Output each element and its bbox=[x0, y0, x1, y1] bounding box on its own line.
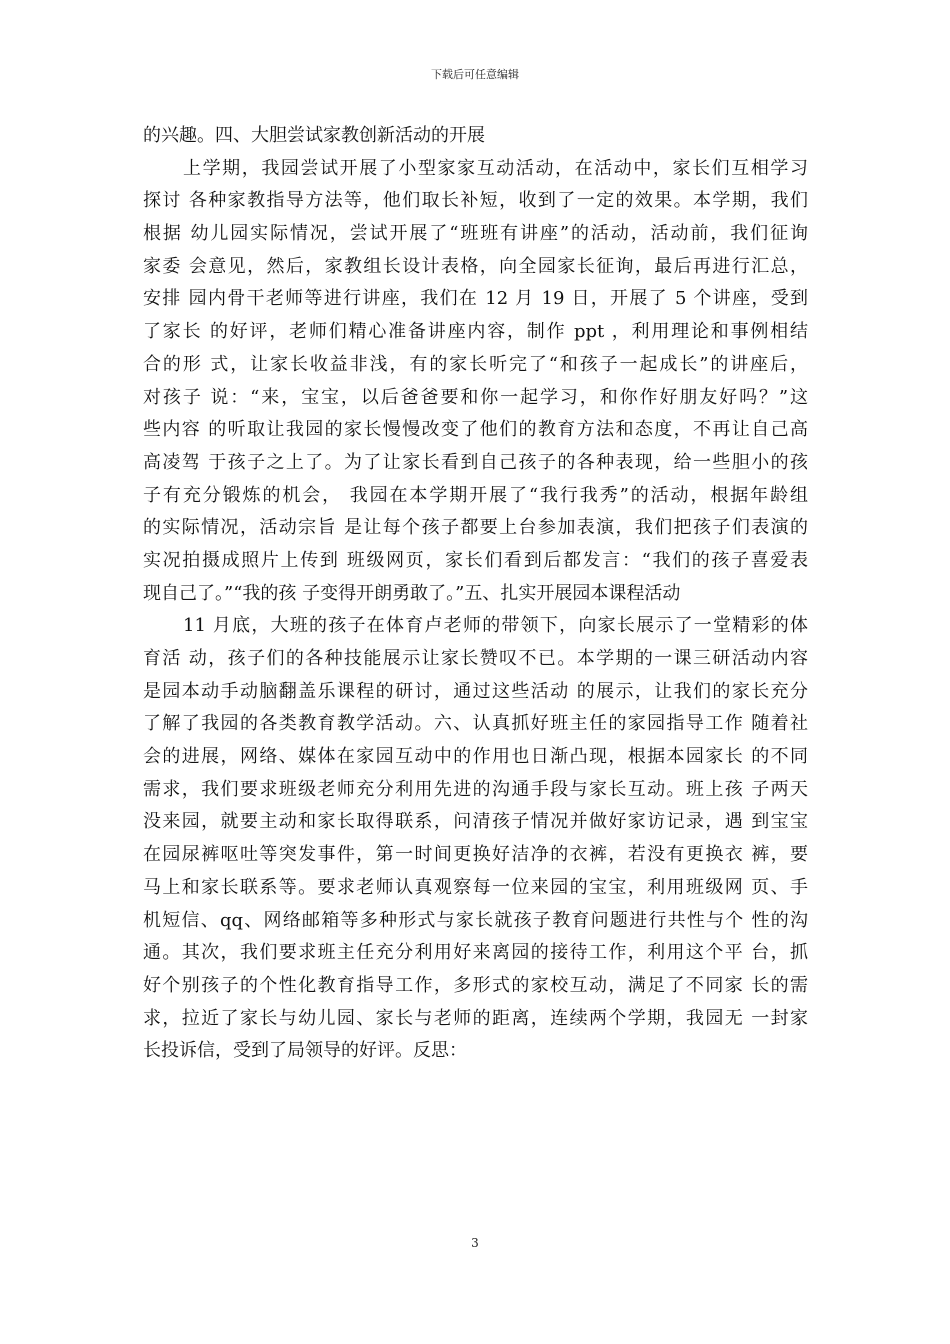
text-line: 在园尿裤呕吐等突发事件，第一时间更换好洁净的衣裤，若没有更换衣 裤，要 bbox=[143, 844, 808, 866]
text-line: 机短信、qq、网络邮箱等多种形式与家长就孩子教育问题进行共性与个 性的沟 bbox=[143, 909, 808, 931]
text-line: 马上和家长联系等。要求老师认真观察每一位来园的宝宝，利用班级网 页、手 bbox=[143, 876, 808, 898]
text-line: 实况拍摄成照片上传到 班级网页，家长们看到后都发言：“我们的孩子喜爱表 bbox=[143, 549, 808, 571]
text-line: 现自己了。”“我的孩 子变得开朗勇敢了。”五、扎实开展园本课程活动 bbox=[143, 582, 681, 604]
text-line: 11 月底，大班的孩子在体育卢老师的带领下，向家长展示了一堂精彩的体 bbox=[183, 615, 808, 637]
text-line: 会的进展，网络、媒体在家园互动中的作用也日渐凸现，根据本园家长 的不同 bbox=[143, 746, 808, 768]
text-line: 长投诉信，受到了局领导的好评。反思： bbox=[143, 1040, 467, 1062]
page-number: 3 bbox=[471, 1236, 479, 1250]
body-text bbox=[143, 120, 808, 1068]
text-line: 了家长 的好评，老师们精心准备讲座内容，制作 ppt ，利用理论和事例相结 bbox=[143, 321, 808, 343]
text-line: 根据 幼儿园实际情况，尝试开展了“班班有讲座”的活动，活动前，我们征询 bbox=[143, 223, 808, 245]
text-line: 探讨 各种家教指导方法等，他们取长补短，收到了一定的效果。本学期，我们 bbox=[143, 190, 808, 212]
text-line: 没来园，就要主动和家长取得联系，问清孩子情况并做好家访记录，遇 到宝宝 bbox=[143, 811, 808, 833]
text-line: 了解了我园的各类教育教学活动。六、认真抓好班主任的家园指导工作 随着社 bbox=[143, 713, 808, 735]
page-header: 下载后可任意编辑 bbox=[431, 68, 519, 81]
text-line: 是园本动手动脑翻盖乐课程的研讨，通过这些活动 的展示，让我们的家长充分 bbox=[143, 680, 808, 702]
text-line: 通。其次，我们要求班主任充分利用好来离园的接待工作，利用这个平 台，抓 bbox=[143, 942, 808, 964]
text-line: 家委 会意见，然后，家教组长设计表格，向全园家长征询，最后再进行汇总， bbox=[143, 255, 808, 277]
text-line: 上学期，我园尝试开展了小型家家互动活动，在活动中，家长们互相学习 bbox=[183, 157, 808, 179]
text-line: 需求，我们要求班级老师充分利用先进的沟通手段与家长互动。班上孩 子两天 bbox=[143, 778, 808, 800]
text-line: 的兴趣。四、大胆尝试家教创新活动的开展 bbox=[143, 125, 485, 146]
text-line: 合的形 式，让家长收益非浅，有的家长听完了“和孩子一起成长”的讲座后， bbox=[143, 353, 808, 375]
text-line: 对孩子 说：“来，宝宝，以后爸爸要和你一起学习，和你作好朋友好吗？”这 bbox=[143, 386, 808, 408]
text-line: 安排 园内骨干老师等进行讲座，我们在 12 月 19 日，开展了 5 个讲座，受到 bbox=[143, 288, 808, 310]
text-line: 些内容 的听取让我园的家长慢慢改变了他们的教育方法和态度，不再让自己高 bbox=[143, 419, 808, 441]
text-line: 育活 动，孩子们的各种技能展示让家长赞叹不已。本学期的一课三研活动内容 bbox=[143, 648, 808, 669]
text-line: 高凌驾 于孩子之上了。为了让家长看到自己孩子的各种表现，给一些胆小的孩 bbox=[143, 451, 808, 473]
text-line: 求，拉近了家长与幼儿园、家长与老师的距离，连续两个学期，我园无 一封家 bbox=[143, 1007, 808, 1029]
text-line: 好个别孩子的个性化教育指导工作，多形式的家校互动，满足了不同家 长的需 bbox=[143, 974, 808, 996]
text-line: 子有充分锻炼的机会， 我园在本学期开展了“我行我秀”的活动，根据年龄组 bbox=[143, 484, 808, 506]
text-line: 的实际情况，活动宗旨 是让每个孩子都要上台参加表演，我们把孩子们表演的 bbox=[143, 517, 808, 539]
